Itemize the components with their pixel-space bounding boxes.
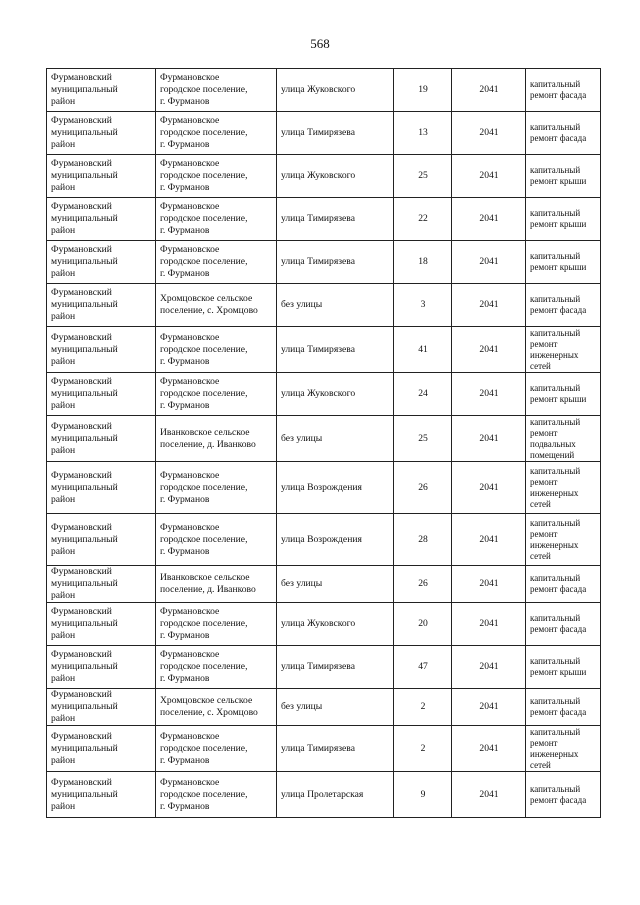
table-row xyxy=(47,603,601,646)
table-body xyxy=(47,69,601,818)
page-number: 568 xyxy=(310,36,330,51)
settlement-cell: Фурмановское городское поселение, г. Фурманов xyxy=(156,514,277,566)
house-number-cell: 20 xyxy=(394,603,452,646)
street-cell: улица Тимирязева xyxy=(277,198,394,241)
house-number-cell: 22 xyxy=(394,198,452,241)
work-type-cell: капитальный ремонт инженерных сетей xyxy=(526,726,601,772)
settlement-cell: Фурмановское городское поселение, г. Фурманов xyxy=(156,772,277,818)
district-cell: Фурмановский муниципальный район xyxy=(47,462,156,514)
district-cell: Фурмановский муниципальный район xyxy=(47,327,156,373)
work-type-cell: капитальный ремонт фасада xyxy=(526,689,601,726)
work-type-cell: капитальный ремонт фасада xyxy=(526,284,601,327)
settlement-cell: Фурмановское городское поселение, г. Фурманов xyxy=(156,198,277,241)
year-cell: 2041 xyxy=(452,514,526,566)
district-cell: Фурмановский муниципальный район xyxy=(47,646,156,689)
year-cell: 2041 xyxy=(452,566,526,603)
street-cell: улица Жуковского xyxy=(277,69,394,112)
street-cell: улица Тимирязева xyxy=(277,327,394,373)
street-cell: улица Тимирязева xyxy=(277,112,394,155)
repair-schedule-table xyxy=(46,68,601,818)
table-row xyxy=(47,772,601,818)
table-row xyxy=(47,327,601,373)
settlement-cell: Фурмановское городское поселение, г. Фурманов xyxy=(156,462,277,514)
table-row xyxy=(47,462,601,514)
year-cell: 2041 xyxy=(452,416,526,462)
district-cell: Фурмановский муниципальный район xyxy=(47,155,156,198)
table-row xyxy=(47,241,601,284)
house-number-cell: 2 xyxy=(394,726,452,772)
street-cell: без улицы xyxy=(277,284,394,327)
street-cell: без улицы xyxy=(277,566,394,603)
year-cell: 2041 xyxy=(452,284,526,327)
street-cell: улица Тимирязева xyxy=(277,241,394,284)
table-row xyxy=(47,155,601,198)
house-number-cell: 25 xyxy=(394,155,452,198)
work-type-cell: капитальный ремонт фасада xyxy=(526,112,601,155)
district-cell: Фурмановский муниципальный район xyxy=(47,603,156,646)
work-type-cell: капитальный ремонт крыши xyxy=(526,198,601,241)
work-type-cell: капитальный ремонт фасада xyxy=(526,69,601,112)
district-cell: Фурмановский муниципальный район xyxy=(47,772,156,818)
settlement-cell: Фурмановское городское поселение, г. Фурманов xyxy=(156,373,277,416)
house-number-cell: 2 xyxy=(394,689,452,726)
settlement-cell: Фурмановское городское поселение, г. Фурманов xyxy=(156,603,277,646)
work-type-cell: капитальный ремонт инженерных сетей xyxy=(526,514,601,566)
house-number-cell: 24 xyxy=(394,373,452,416)
settlement-cell: Хромцовское сельское поселение, с. Хромцово xyxy=(156,284,277,327)
house-number-cell: 28 xyxy=(394,514,452,566)
street-cell: улица Пролетарская xyxy=(277,772,394,818)
house-number-cell: 19 xyxy=(394,69,452,112)
street-cell: без улицы xyxy=(277,416,394,462)
district-cell: Фурмановский муниципальный район xyxy=(47,198,156,241)
district-cell: Фурмановский муниципальный район xyxy=(47,416,156,462)
district-cell: Фурмановский муниципальный район xyxy=(47,373,156,416)
street-cell: улица Жуковского xyxy=(277,603,394,646)
district-cell: Фурмановский муниципальный район xyxy=(47,726,156,772)
table-row xyxy=(47,416,601,462)
street-cell: улица Жуковского xyxy=(277,373,394,416)
work-type-cell: капитальный ремонт фасада xyxy=(526,566,601,603)
district-cell: Фурмановский муниципальный район xyxy=(47,689,156,726)
table-row xyxy=(47,198,601,241)
work-type-cell: капитальный ремонт крыши xyxy=(526,155,601,198)
table-row xyxy=(47,689,601,726)
settlement-cell: Иванковское сельское поселение, д. Иванково xyxy=(156,566,277,603)
house-number-cell: 18 xyxy=(394,241,452,284)
table-row xyxy=(47,566,601,603)
year-cell: 2041 xyxy=(452,112,526,155)
work-type-cell: капитальный ремонт крыши xyxy=(526,241,601,284)
settlement-cell: Фурмановское городское поселение, г. Фурманов xyxy=(156,327,277,373)
table-row xyxy=(47,284,601,327)
work-type-cell: капитальный ремонт инженерных сетей xyxy=(526,327,601,373)
settlement-cell: Хромцовское сельское поселение, с. Хромцово xyxy=(156,689,277,726)
work-type-cell: капитальный ремонт инженерных сетей xyxy=(526,462,601,514)
street-cell: улица Жуковского xyxy=(277,155,394,198)
year-cell: 2041 xyxy=(452,689,526,726)
work-type-cell: капитальный ремонт крыши xyxy=(526,373,601,416)
table-row xyxy=(47,112,601,155)
table-row xyxy=(47,69,601,112)
house-number-cell: 26 xyxy=(394,462,452,514)
table-row xyxy=(47,646,601,689)
house-number-cell: 3 xyxy=(394,284,452,327)
settlement-cell: Фурмановское городское поселение, г. Фурманов xyxy=(156,69,277,112)
table-row xyxy=(47,726,601,772)
district-cell: Фурмановский муниципальный район xyxy=(47,241,156,284)
district-cell: Фурмановский муниципальный район xyxy=(47,112,156,155)
table-row xyxy=(47,514,601,566)
year-cell: 2041 xyxy=(452,646,526,689)
street-cell: улица Возрождения xyxy=(277,514,394,566)
work-type-cell: капитальный ремонт фасада xyxy=(526,772,601,818)
year-cell: 2041 xyxy=(452,327,526,373)
table-row xyxy=(47,373,601,416)
district-cell: Фурмановский муниципальный район xyxy=(47,566,156,603)
house-number-cell: 41 xyxy=(394,327,452,373)
year-cell: 2041 xyxy=(452,772,526,818)
district-cell: Фурмановский муниципальный район xyxy=(47,69,156,112)
work-type-cell: капитальный ремонт фасада xyxy=(526,603,601,646)
year-cell: 2041 xyxy=(452,241,526,284)
street-cell: улица Тимирязева xyxy=(277,646,394,689)
house-number-cell: 26 xyxy=(394,566,452,603)
year-cell: 2041 xyxy=(452,726,526,772)
settlement-cell: Фурмановское городское поселение, г. Фурманов xyxy=(156,646,277,689)
district-cell: Фурмановский муниципальный район xyxy=(47,514,156,566)
year-cell: 2041 xyxy=(452,69,526,112)
work-type-cell: капитальный ремонт крыши xyxy=(526,646,601,689)
year-cell: 2041 xyxy=(452,462,526,514)
settlement-cell: Фурмановское городское поселение, г. Фурманов xyxy=(156,726,277,772)
year-cell: 2041 xyxy=(452,603,526,646)
house-number-cell: 9 xyxy=(394,772,452,818)
year-cell: 2041 xyxy=(452,155,526,198)
house-number-cell: 13 xyxy=(394,112,452,155)
settlement-cell: Фурмановское городское поселение, г. Фурманов xyxy=(156,241,277,284)
house-number-cell: 25 xyxy=(394,416,452,462)
street-cell: без улицы xyxy=(277,689,394,726)
street-cell: улица Тимирязева xyxy=(277,726,394,772)
settlement-cell: Фурмановское городское поселение, г. Фурманов xyxy=(156,155,277,198)
year-cell: 2041 xyxy=(452,373,526,416)
settlement-cell: Фурмановское городское поселение, г. Фурманов xyxy=(156,112,277,155)
settlement-cell: Иванковское сельское поселение, д. Иванково xyxy=(156,416,277,462)
house-number-cell: 47 xyxy=(394,646,452,689)
year-cell: 2041 xyxy=(452,198,526,241)
district-cell: Фурмановский муниципальный район xyxy=(47,284,156,327)
work-type-cell: капитальный ремонт подвальных помещений xyxy=(526,416,601,462)
street-cell: улица Возрождения xyxy=(277,462,394,514)
